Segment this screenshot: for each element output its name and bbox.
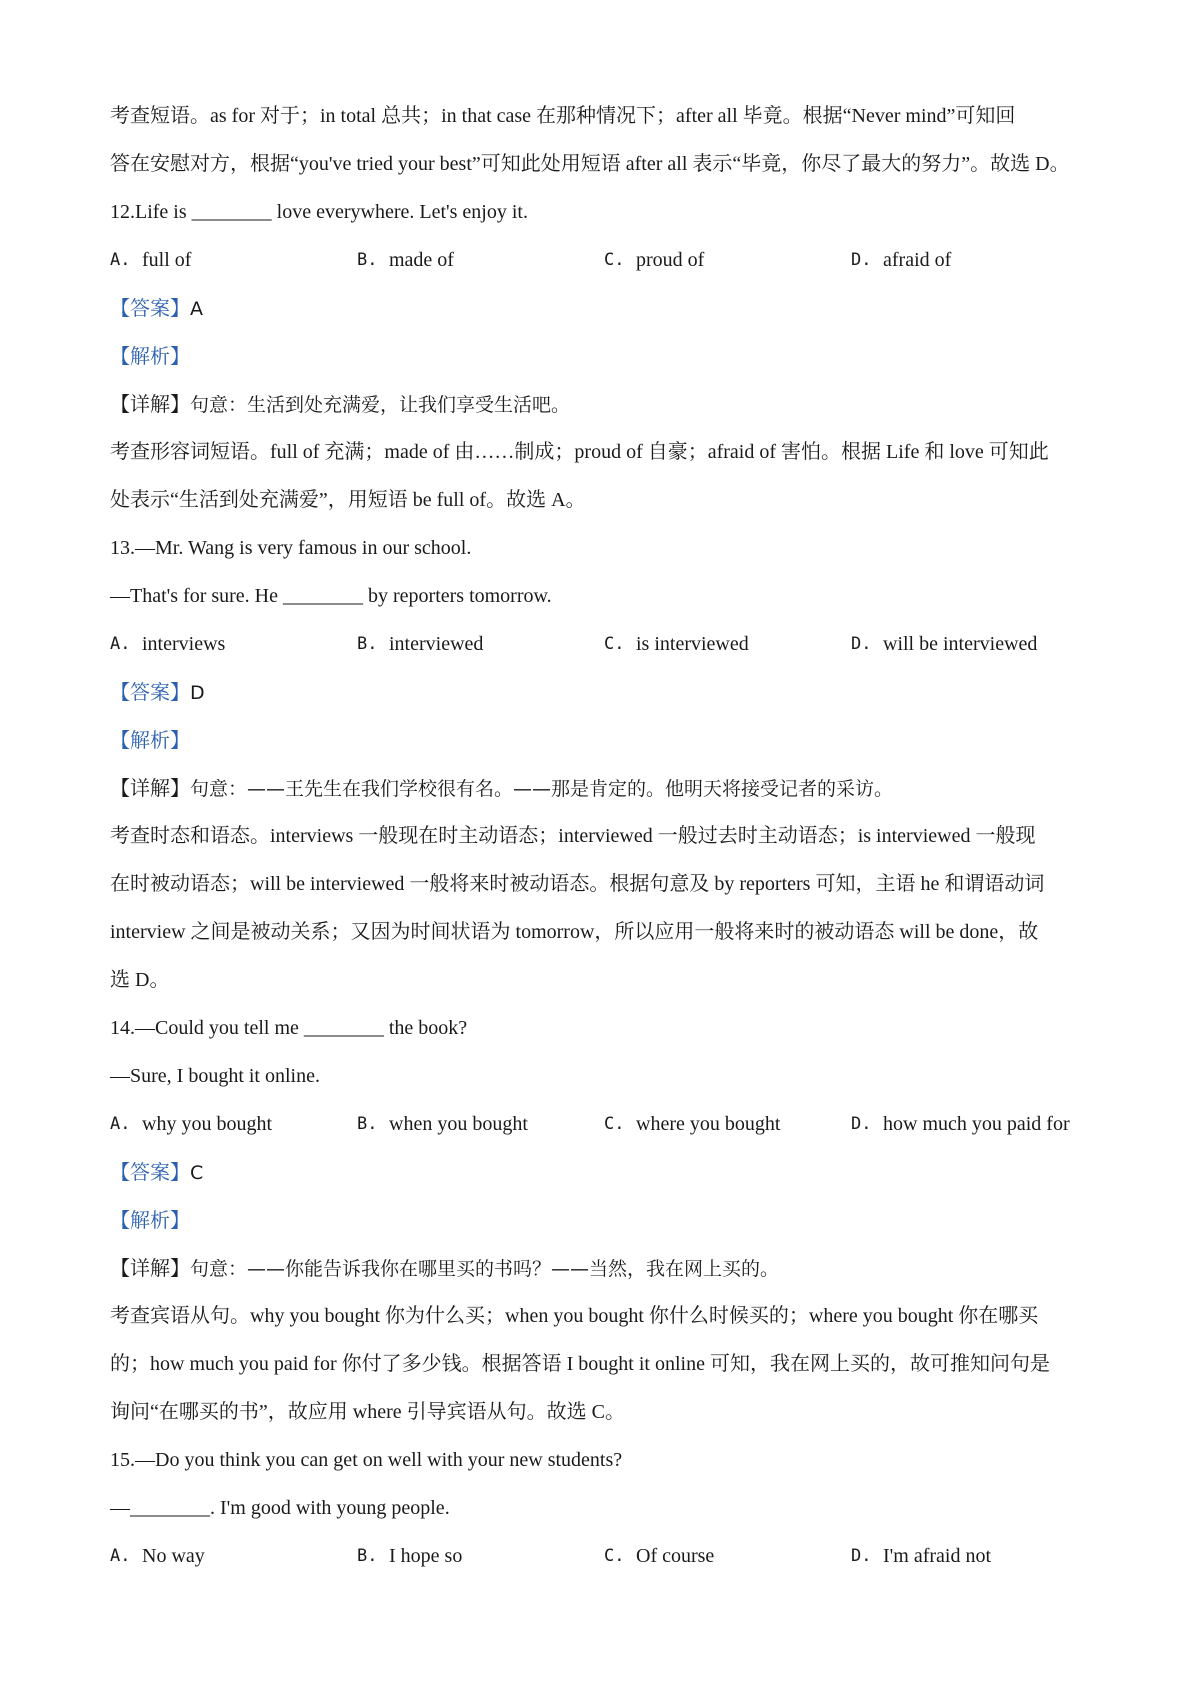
question-15-options — [110, 1538, 1100, 1586]
detail-line — [110, 770, 1100, 818]
explanation-line: 考查宾语从句。why you bought 你为什么买；when you bought 你什么时候买的；where you bought 你在哪买 — [110, 1305, 1039, 1327]
option-text: where you bought — [636, 1113, 781, 1135]
option-d — [851, 626, 1098, 674]
answer-value: A — [190, 298, 203, 320]
answer-tag: 【答案】 — [110, 680, 190, 704]
option-text: made of — [389, 249, 454, 271]
option-text: I'm afraid not — [883, 1545, 992, 1567]
option-c — [604, 1538, 851, 1586]
option-text: will be interviewed — [883, 633, 1038, 655]
explanation-line: 考查时态和语态。interviews 一般现在时主动语态；interviewed 一般过去时主动语态；is interviewed 一般现 — [110, 825, 1036, 847]
option-a — [110, 1538, 357, 1586]
analysis-line — [110, 722, 1100, 770]
q11-explanation-line: 答在安慰对方，根据“you've tried your best”可知此处用短语 after all 表示“毕竟，你尽了最大的努力”。故选 D。 — [110, 153, 1070, 175]
option-d — [851, 242, 1098, 290]
option-letter: B. — [357, 1546, 378, 1566]
question-14-stem: —Sure, I bought it online. — [110, 1065, 320, 1087]
option-text: No way — [142, 1545, 205, 1567]
answer-line — [110, 674, 1100, 722]
option-c — [604, 1106, 851, 1154]
option-text: I hope so — [389, 1545, 463, 1567]
option-letter: A. — [110, 250, 131, 270]
option-a — [110, 1106, 357, 1154]
detail-text: 句意：——你能告诉我你在哪里买的书吗？——当然，我在网上买的。 — [190, 1258, 780, 1280]
explanation-line: 选 D。 — [110, 969, 170, 991]
option-letter: A. — [110, 1114, 131, 1134]
option-text: how much you paid for — [883, 1113, 1070, 1135]
question-14-stem: 14.—Could you tell me ________ the book? — [110, 1017, 468, 1039]
analysis-tag: 【解析】 — [110, 344, 190, 368]
analysis-line — [110, 338, 1100, 386]
analysis-tag: 【解析】 — [110, 1208, 190, 1232]
option-letter: B. — [357, 250, 378, 270]
question-15-stem: 15.—Do you think you can get on well with your new students? — [110, 1449, 623, 1471]
option-text: when you bought — [389, 1113, 528, 1135]
question-12-stem: 12.Life is ________ love everywhere. Let's enjoy it. — [110, 201, 528, 223]
option-text: interviewed — [389, 633, 484, 655]
option-letter: D. — [851, 1114, 872, 1134]
option-letter: C. — [604, 1546, 625, 1566]
option-text: proud of — [636, 249, 705, 271]
detail-tag: 【详解】 — [110, 1256, 190, 1280]
question-13-options — [110, 626, 1100, 674]
explanation-line: 考查形容词短语。full of 充满；made of 由……制成；proud of 自豪；afraid of 害怕。根据 Life 和 love 可知此 — [110, 441, 1049, 463]
option-letter: A. — [110, 634, 131, 654]
option-a — [110, 242, 357, 290]
document-page — [110, 98, 1100, 1586]
detail-text: 句意：——王先生在我们学校很有名。——那是肯定的。他明天将接受记者的采访。 — [190, 778, 894, 800]
question-13-stem: 13.—Mr. Wang is very famous in our school. — [110, 537, 472, 559]
option-c — [604, 242, 851, 290]
option-b — [357, 1106, 604, 1154]
option-text: afraid of — [883, 249, 952, 271]
option-letter: B. — [357, 1114, 378, 1134]
option-letter: D. — [851, 250, 872, 270]
option-a — [110, 626, 357, 674]
question-14-options — [110, 1106, 1100, 1154]
question-12-options — [110, 242, 1100, 290]
answer-line — [110, 1154, 1100, 1202]
option-letter: D. — [851, 1546, 872, 1566]
analysis-tag: 【解析】 — [110, 728, 190, 752]
detail-line — [110, 386, 1100, 434]
explanation-line: interview 之间是被动关系；又因为时间状语为 tomorrow，所以应用一般将来时的被动语态 will be done，故 — [110, 921, 1039, 943]
answer-value: D — [190, 682, 205, 704]
option-letter: D. — [851, 634, 872, 654]
option-letter: C. — [604, 1114, 625, 1134]
question-15-stem: —________. I'm good with young people. — [110, 1497, 450, 1519]
option-b — [357, 242, 604, 290]
option-d — [851, 1538, 1098, 1586]
answer-line — [110, 290, 1100, 338]
detail-text: 句意：生活到处充满爱，让我们享受生活吧。 — [190, 394, 571, 416]
analysis-line — [110, 1202, 1100, 1250]
answer-value: C — [190, 1162, 204, 1184]
option-text: is interviewed — [636, 633, 749, 655]
detail-tag: 【详解】 — [110, 392, 190, 416]
option-b — [357, 626, 604, 674]
option-b — [357, 1538, 604, 1586]
option-text: interviews — [142, 633, 226, 655]
answer-tag: 【答案】 — [110, 296, 190, 320]
option-text: why you bought — [142, 1113, 272, 1135]
option-d — [851, 1106, 1098, 1154]
detail-line — [110, 1250, 1100, 1298]
option-letter: B. — [357, 634, 378, 654]
q11-explanation-line: 考查短语。as for 对于；in total 总共；in that case 在那种情况下；after all 毕竟。根据“Never mind”可知回 — [110, 105, 1016, 127]
option-text: Of course — [636, 1545, 715, 1567]
explanation-line: 在时被动语态；will be interviewed 一般将来时被动语态。根据句意及 by reporters 可知，主语 he 和谓语动词 — [110, 873, 1045, 895]
question-13-stem: —That's for sure. He ________ by reporters tomorrow. — [110, 585, 552, 607]
option-letter: A. — [110, 1546, 131, 1566]
answer-tag: 【答案】 — [110, 1160, 190, 1184]
detail-tag: 【详解】 — [110, 776, 190, 800]
option-letter: C. — [604, 634, 625, 654]
explanation-line: 处表示“生活到处充满爱”，用短语 be full of。故选 A。 — [110, 489, 586, 511]
option-c — [604, 626, 851, 674]
option-letter: C. — [604, 250, 625, 270]
option-text: full of — [142, 249, 192, 271]
explanation-line: 的；how much you paid for 你付了多少钱。根据答语 I bought it online 可知，我在网上买的，故可推知问句是 — [110, 1353, 1050, 1375]
explanation-line: 询问“在哪买的书”，故应用 where 引导宾语从句。故选 C。 — [110, 1401, 625, 1423]
